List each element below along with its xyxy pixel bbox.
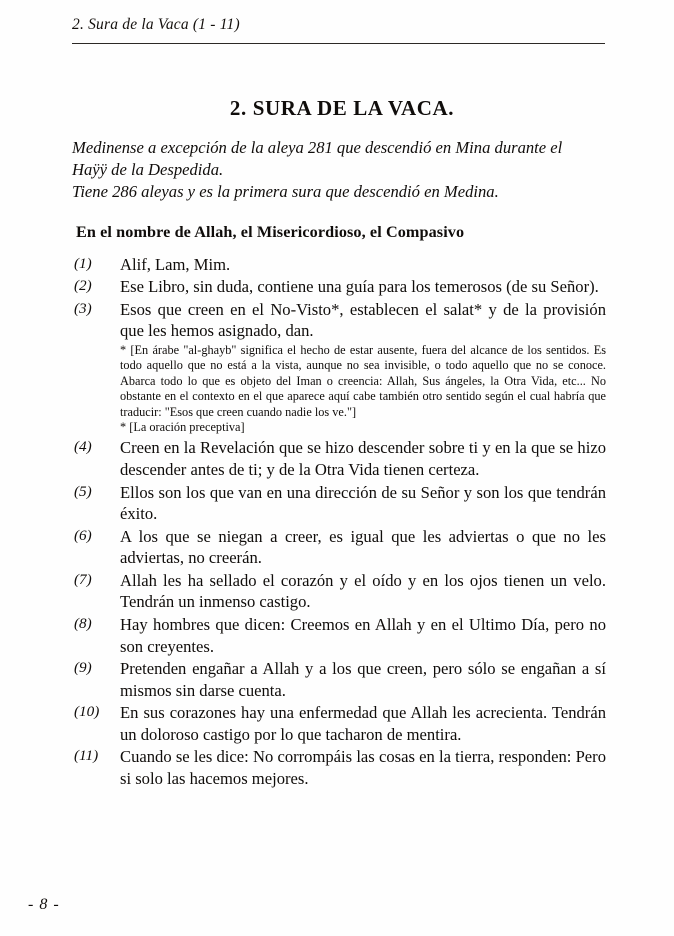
verse-number: (11): [74, 747, 99, 765]
verse-number: (3): [74, 299, 92, 317]
verse-text: Allah les ha sellado el corazón y el oído y en los ojos tienen un velo. Tendrán un inmenso castigo.: [120, 570, 606, 612]
verse-item: [72, 526, 606, 569]
verse-text: Esos que creen en el No-Visto*, establecen el salat* y de la provisión que les hemos asignado, dan.: [120, 299, 606, 341]
verse-number: (2): [74, 277, 92, 295]
footnote-salat: * [La oración preceptiva]: [120, 420, 245, 435]
verse-item: [72, 254, 606, 276]
verse-text: Ellos son los que van en una dirección de su Señor y son los que tendrán éxito.: [120, 482, 606, 524]
verse-list: [72, 254, 606, 790]
verse-number: (6): [74, 526, 92, 544]
intro-line-1: Medinense a excepción de la aleya 281 que descendió en Mina durante el: [72, 138, 563, 157]
verse-number: (4): [74, 438, 92, 456]
sura-introduction: [72, 137, 606, 203]
verse-number: (1): [74, 254, 92, 272]
verse-text: A los que se niegan a creer, es igual que les adviertas o que no les adviertas, no creerán.: [120, 526, 606, 568]
page-number: - 8 -: [28, 896, 60, 913]
verse-number: (10): [74, 703, 100, 721]
footnote-al-ghayb: * [En árabe "al-ghayb" significa el hecho de estar ausente, fuera del alcance de los sentidos. Es todo aquello que no está a la vista, aunque no sea invisible, o todo aquello que no se conoce. Abarca todo lo que es objeto del Iman o creencia: Allah, Sus ángeles, la Otra Vida, etc... No obstante en el contexto en el que aparece aquí cabe también otro sentido según el cual habría que traducir: "Esos que creen cuando nadie los ve."]: [120, 342, 606, 419]
verse-text: Hay hombres que dicen: Creemos en Allah y en el Ultimo Día, pero no son creyentes.: [120, 614, 606, 656]
verse-item: [72, 482, 606, 525]
header-rule: [72, 43, 605, 44]
verse-text: En sus corazones hay una enfermedad que Allah les acrecienta. Tendrán un doloroso castigo por lo que tacharon de mentira.: [120, 703, 606, 744]
verse-item: [72, 746, 606, 789]
verse-number: (9): [74, 659, 92, 677]
verse-item: [72, 299, 606, 342]
verse-text: Ese Libro, sin duda, contiene una guía para los temerosos (de su Señor).: [120, 277, 599, 297]
bismillah-heading: En el nombre de Allah, el Misericordioso, el Compasivo: [76, 222, 465, 241]
verse-item: [72, 276, 606, 298]
verse-number: (7): [74, 570, 92, 588]
verse-item: [72, 658, 606, 701]
page-content: [72, 96, 606, 790]
intro-line-3: Tiene 286 aleyas y es la primera sura que descendió en Medina.: [72, 181, 499, 201]
verse-item: [72, 614, 606, 657]
footnote-block: [120, 343, 606, 436]
verse-text: Cuando se les dice: No corrompáis las cosas en la tierra, responden: Pero si solo las hacemos mejores.: [120, 747, 606, 788]
verse-item: [72, 702, 606, 745]
verse-number: (5): [74, 482, 92, 500]
sura-title: 2. SURA DE LA VACA.: [229, 96, 455, 120]
verse-item: [72, 570, 606, 613]
verse-item: [72, 437, 606, 480]
verse-text: Alif, Lam, Mim.: [120, 254, 231, 274]
verse-text: Pretenden engañar a Allah y a los que creen, pero sólo se engañan a sí mismos sin darse cuenta.: [120, 659, 606, 700]
intro-line-2: Haÿÿ de la Despedida.: [72, 159, 224, 179]
verse-text: Creen en la Revelación que se hizo descender sobre ti y en la que se hizo descender antes de ti; y de la Otra Vida tienen certeza.: [120, 438, 606, 480]
verse-number: (8): [74, 614, 92, 632]
running-header: 2. Sura de la Vaca (1 - 11): [72, 16, 240, 33]
